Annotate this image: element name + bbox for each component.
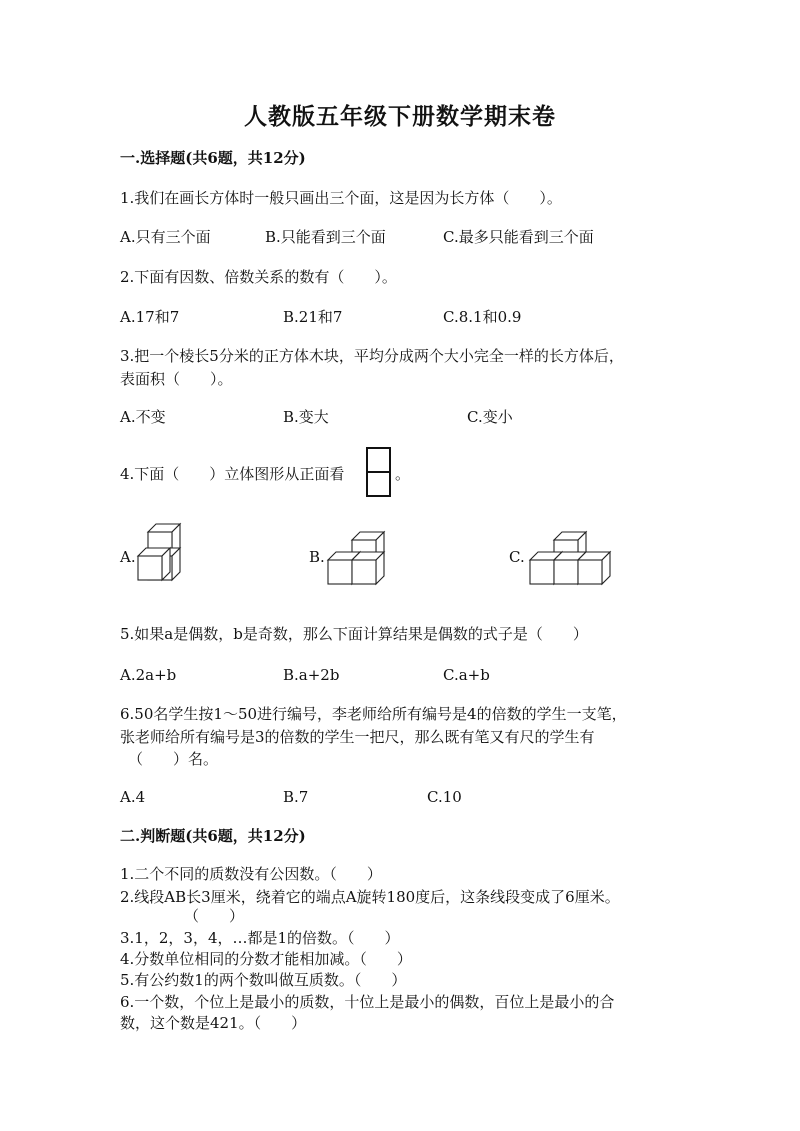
- q4-option-b-label[interactable]: B.: [309, 548, 325, 566]
- q6-stem-line1: 6.50名学生按1～50进行编号，李老师给所有编号是4的倍数的学生一支笔，: [120, 705, 627, 723]
- q4-option-c-figure[interactable]: [530, 532, 614, 584]
- judge-item-answer-bracket[interactable]: （ ）: [184, 907, 245, 925]
- q6-stem-line3: （ ）名。: [128, 750, 219, 768]
- q4-stem-end: 。: [395, 465, 411, 483]
- q3-stem-line2: 表面积（ ）。: [120, 370, 233, 388]
- front-view-figure: [366, 447, 392, 499]
- q6-option-a[interactable]: A.4: [120, 788, 146, 806]
- q3-option-b[interactable]: B.变大: [283, 408, 329, 426]
- q5-option-a[interactable]: A.2a+b: [120, 666, 177, 684]
- section-heading-choice: 一.选择题(共6题，共12分): [120, 149, 306, 167]
- q2-option-a[interactable]: A.17和7: [120, 308, 180, 326]
- q4-option-a-label[interactable]: A.: [120, 548, 136, 566]
- q3-option-a[interactable]: A.不变: [120, 408, 166, 426]
- judge-item: 1.二个不同的质数没有公因数。（ ）: [120, 865, 382, 883]
- q1-option-a[interactable]: A.只有三个面: [120, 228, 211, 246]
- judge-item: 数，这个数是421。（ ）: [120, 1014, 307, 1032]
- q3-option-c[interactable]: C.变小: [467, 408, 513, 426]
- q1-stem: 1.我们在画长方体时一般只画出三个面，这是因为长方体（ ）。: [120, 189, 562, 207]
- q5-option-b[interactable]: B.a+2b: [283, 666, 340, 684]
- judge-item: 5.有公约数1的两个数叫做互质数。（ ）: [120, 971, 407, 989]
- q2-option-b[interactable]: B.21和7: [283, 308, 343, 326]
- q1-option-b[interactable]: B.只能看到三个面: [265, 228, 386, 246]
- judge-item: 3.1，2，3，4，…都是1的倍数。（ ）: [120, 929, 400, 947]
- q6-option-b[interactable]: B.7: [283, 788, 309, 806]
- q1-option-c[interactable]: C.最多只能看到三个面: [443, 228, 594, 246]
- page-title: 人教版五年级下册数学期末卷: [244, 103, 556, 130]
- section-heading-judge: 二.判断题(共6题，共12分): [120, 827, 306, 845]
- q3-stem-line1: 3.把一个棱长5分米的正方体木块，平均分成两个大小完全一样的长方体后，: [120, 347, 624, 365]
- q4-option-b-figure[interactable]: [328, 532, 388, 584]
- q2-stem: 2.下面有因数、倍数关系的数有（ ）。: [120, 268, 397, 286]
- q5-option-c[interactable]: C.a+b: [443, 666, 490, 684]
- q5-stem: 5.如果a是偶数，b是奇数，那么下面计算结果是偶数的式子是（ ）: [120, 625, 588, 643]
- judge-item: 6.一个数，个位上是最小的质数，十位上是最小的偶数，百位上是最小的合: [120, 993, 615, 1011]
- q4-option-c-label[interactable]: C.: [509, 548, 525, 566]
- judge-item: 2.线段AB长3厘米，绕着它的端点A旋转180度后，这条线段变成了6厘米。: [120, 888, 620, 906]
- q4-option-a-figure[interactable]: [138, 524, 184, 584]
- q6-option-c[interactable]: C.10: [427, 788, 462, 806]
- q2-option-c[interactable]: C.8.1和0.9: [443, 308, 522, 326]
- judge-item: 4.分数单位相同的分数才能相加减。（ ）: [120, 950, 412, 968]
- q6-stem-line2: 张老师给所有编号是3的倍数的学生一把尺，那么既有笔又有尺的学生有: [120, 728, 595, 746]
- q4-stem: 4.下面（ ）立体图形从正面看: [120, 465, 345, 483]
